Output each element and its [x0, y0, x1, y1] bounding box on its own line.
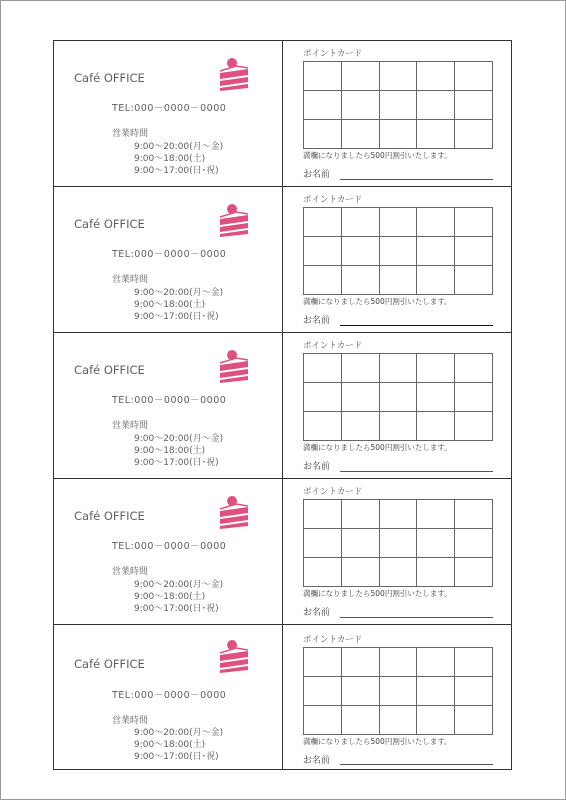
stamp-slot	[342, 266, 380, 295]
hours-saturday: 9:00～18:00(土)	[134, 592, 206, 602]
business-hours-title: 営業時間	[112, 275, 149, 285]
phone-number: TEL:000－0000－0000	[112, 249, 227, 260]
stamp-slot	[304, 91, 342, 120]
stamp-slot	[342, 208, 380, 237]
stamp-slot	[304, 237, 342, 266]
stamp-slot	[342, 383, 380, 412]
name-label: お名前	[303, 608, 331, 618]
cafe-name: Café OFFICE	[74, 657, 145, 671]
stamp-slot	[342, 648, 380, 677]
business-hours-title: 営業時間	[112, 421, 149, 431]
stamp-slot	[417, 237, 455, 266]
business-hours-title: 営業時間	[112, 716, 149, 726]
stamp-slot	[417, 706, 455, 735]
stamp-slot	[380, 62, 418, 91]
point-card-title: ポイントカード	[303, 195, 363, 205]
stamp-slot	[304, 500, 342, 529]
stamp-slot	[417, 354, 455, 383]
discount-note: 満欄になりましたら500円割引いたします。	[303, 151, 452, 160]
stamp-slot	[342, 412, 380, 441]
hours-sunday-holiday: 9:00～17:00(日･祝)	[134, 166, 219, 176]
stamp-slot	[455, 383, 493, 412]
stamp-slot	[380, 500, 418, 529]
cake-slice-icon	[214, 495, 254, 529]
point-card-3	[54, 333, 511, 479]
name-label: お名前	[303, 316, 331, 326]
stamp-grid	[303, 207, 493, 295]
phone-number: TEL:000－0000－0000	[112, 690, 227, 701]
point-card-5	[54, 625, 511, 770]
stamp-slot	[417, 266, 455, 295]
stamp-slot	[304, 266, 342, 295]
cafe-name: Café OFFICE	[74, 363, 145, 377]
point-card-title: ポイントカード	[303, 487, 363, 497]
stamp-grid	[303, 353, 493, 441]
stamp-slot	[380, 558, 418, 587]
discount-note: 満欄になりましたら500円割引いたします。	[303, 443, 452, 452]
hours-weekday: 9:00～20:00(月～金)	[134, 580, 224, 590]
stamp-slot	[380, 412, 418, 441]
stamp-slot	[417, 500, 455, 529]
card-divider	[282, 41, 283, 186]
stamp-slot	[304, 706, 342, 735]
stamp-slot	[342, 706, 380, 735]
stamp-grid	[303, 499, 493, 587]
hours-sunday-holiday: 9:00～17:00(日･祝)	[134, 312, 219, 322]
card-divider	[282, 625, 283, 770]
hours-saturday: 9:00～18:00(土)	[134, 300, 206, 310]
name-write-line	[340, 325, 493, 326]
point-card-title: ポイントカード	[303, 341, 363, 351]
stamp-slot	[455, 500, 493, 529]
name-label: お名前	[303, 756, 331, 766]
name-label: お名前	[303, 170, 331, 180]
business-hours-title: 営業時間	[112, 567, 149, 577]
stamp-slot	[417, 62, 455, 91]
phone-number: TEL:000－0000－0000	[112, 395, 227, 406]
stamp-slot	[455, 120, 493, 149]
stamp-slot	[455, 266, 493, 295]
stamp-slot	[342, 677, 380, 706]
hours-saturday: 9:00～18:00(土)	[134, 446, 206, 456]
stamp-slot	[417, 677, 455, 706]
card-divider	[282, 333, 283, 478]
stamp-slot	[380, 354, 418, 383]
stamp-slot	[455, 237, 493, 266]
point-card-1	[54, 41, 511, 187]
stamp-slot	[455, 62, 493, 91]
point-card-title: ポイントカード	[303, 49, 363, 59]
discount-note: 満欄になりましたら500円割引いたします。	[303, 297, 452, 306]
stamp-slot	[342, 558, 380, 587]
stamp-slot	[342, 354, 380, 383]
hours-weekday: 9:00～20:00(月～金)	[134, 434, 224, 444]
stamp-slot	[455, 529, 493, 558]
cake-slice-icon	[214, 203, 254, 237]
stamp-slot	[304, 412, 342, 441]
stamp-slot	[455, 208, 493, 237]
stamp-slot	[417, 558, 455, 587]
stamp-slot	[304, 677, 342, 706]
stamp-slot	[380, 677, 418, 706]
name-write-line	[340, 764, 493, 765]
stamp-slot	[380, 91, 418, 120]
hours-weekday: 9:00～20:00(月～金)	[134, 728, 224, 738]
hours-sunday-holiday: 9:00～17:00(日･祝)	[134, 458, 219, 468]
phone-number: TEL:000－0000－0000	[112, 103, 227, 114]
name-label: お名前	[303, 462, 331, 472]
discount-note: 満欄になりましたら500円割引いたします。	[303, 589, 452, 598]
phone-number: TEL:000－0000－0000	[112, 541, 227, 552]
stamp-slot	[304, 648, 342, 677]
point-card-title: ポイントカード	[303, 635, 363, 645]
stamp-slot	[417, 120, 455, 149]
stamp-slot	[380, 120, 418, 149]
cake-slice-icon	[214, 349, 254, 383]
hours-saturday: 9:00～18:00(土)	[134, 740, 206, 750]
stamp-slot	[417, 91, 455, 120]
stamp-slot	[342, 91, 380, 120]
stamp-slot	[380, 237, 418, 266]
stamp-slot	[304, 529, 342, 558]
stamp-slot	[417, 412, 455, 441]
discount-note: 満欄になりましたら500円割引いたします。	[303, 737, 452, 746]
stamp-slot	[417, 529, 455, 558]
stamp-slot	[342, 529, 380, 558]
stamp-slot	[342, 237, 380, 266]
cake-slice-icon	[214, 639, 254, 673]
stamp-slot	[455, 412, 493, 441]
stamp-slot	[380, 706, 418, 735]
stamp-slot	[417, 383, 455, 412]
stamp-slot	[342, 120, 380, 149]
hours-sunday-holiday: 9:00～17:00(日･祝)	[134, 604, 219, 614]
stamp-slot	[380, 648, 418, 677]
stamp-slot	[380, 383, 418, 412]
hours-weekday: 9:00～20:00(月～金)	[134, 288, 224, 298]
name-write-line	[340, 617, 493, 618]
hours-saturday: 9:00～18:00(土)	[134, 154, 206, 164]
stamp-slot	[380, 208, 418, 237]
cafe-name: Café OFFICE	[74, 509, 145, 523]
point-card-2	[54, 187, 511, 333]
stamp-slot	[455, 706, 493, 735]
card-divider	[282, 479, 283, 624]
name-write-line	[340, 179, 493, 180]
stamp-slot	[304, 62, 342, 91]
stamp-slot	[380, 266, 418, 295]
stamp-slot	[304, 383, 342, 412]
stamp-grid	[303, 61, 493, 149]
cake-slice-icon	[214, 57, 254, 91]
cafe-name: Café OFFICE	[74, 217, 145, 231]
hours-sunday-holiday: 9:00～17:00(日･祝)	[134, 752, 219, 762]
stamp-grid	[303, 647, 493, 735]
card-divider	[282, 187, 283, 332]
stamp-slot	[455, 558, 493, 587]
stamp-slot	[304, 208, 342, 237]
cafe-name: Café OFFICE	[74, 71, 145, 85]
stamp-slot	[304, 354, 342, 383]
stamp-slot	[342, 500, 380, 529]
stamp-slot	[380, 529, 418, 558]
stamp-slot	[417, 648, 455, 677]
stamp-slot	[304, 558, 342, 587]
stamp-slot	[304, 120, 342, 149]
hours-weekday: 9:00～20:00(月～金)	[134, 142, 224, 152]
stamp-slot	[417, 208, 455, 237]
name-write-line	[340, 471, 493, 472]
business-hours-title: 営業時間	[112, 129, 149, 139]
point-card-4	[54, 479, 511, 625]
stamp-slot	[455, 677, 493, 706]
stamp-slot	[455, 91, 493, 120]
point-card-sheet	[53, 40, 512, 770]
stamp-slot	[455, 648, 493, 677]
stamp-slot	[342, 62, 380, 91]
stamp-slot	[455, 354, 493, 383]
